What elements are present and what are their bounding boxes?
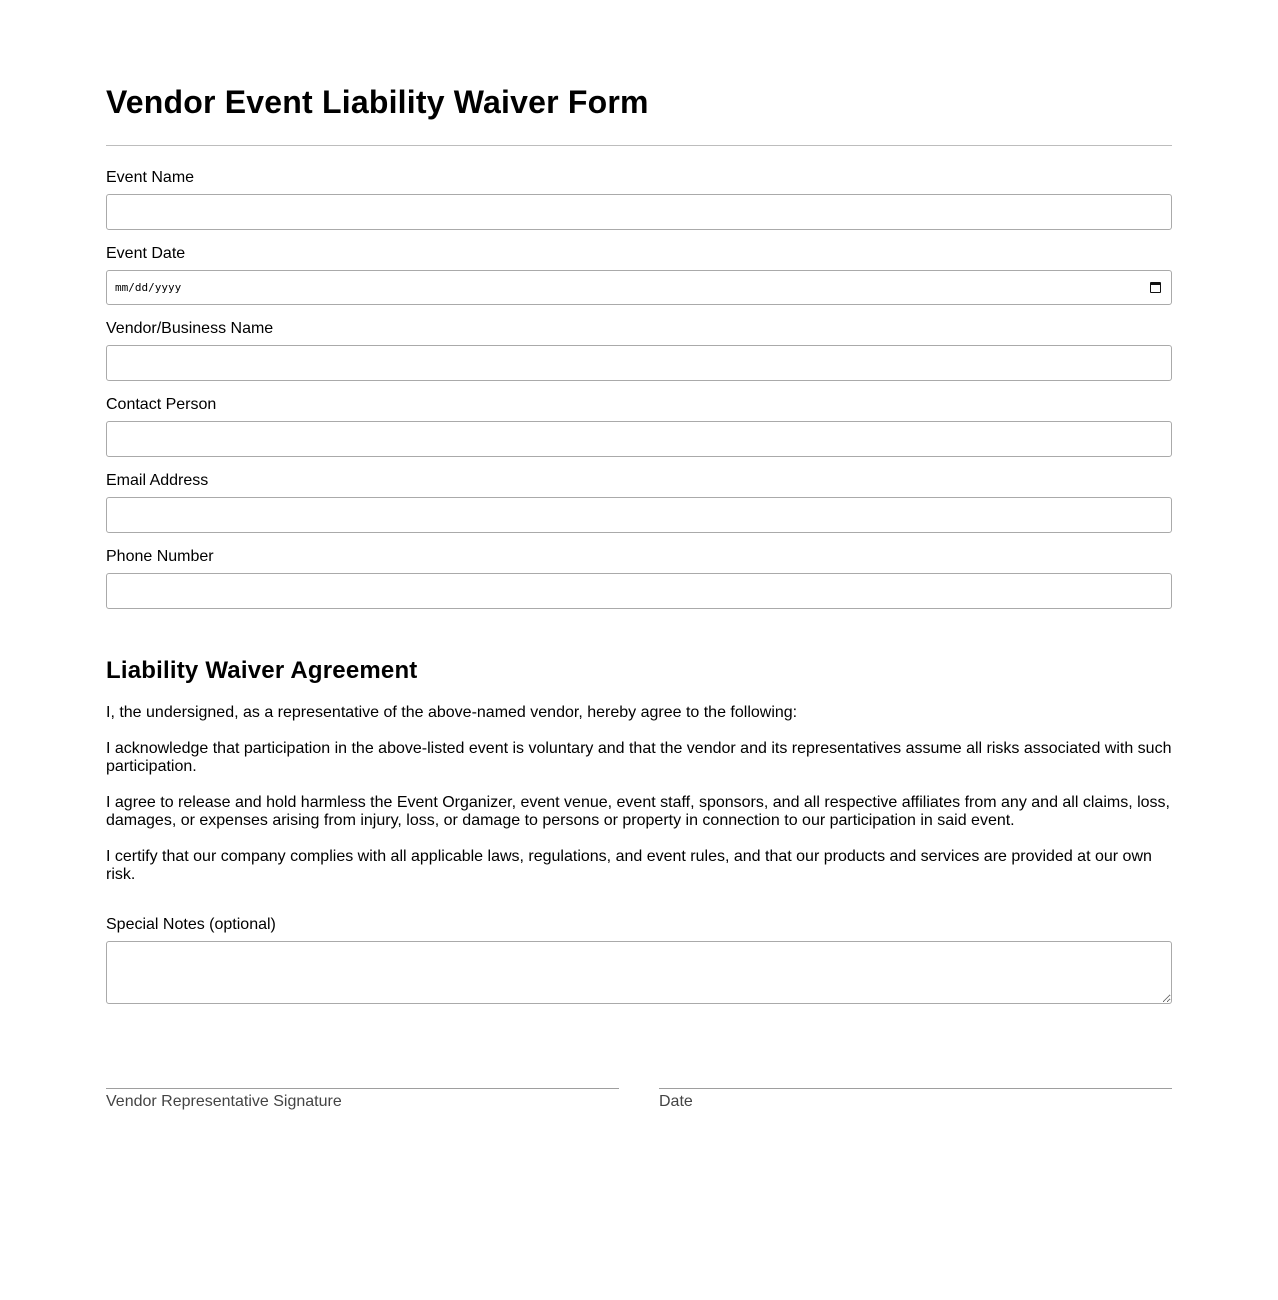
special-notes-textarea[interactable] bbox=[106, 941, 1172, 1004]
vendor-business-name-input[interactable] bbox=[106, 345, 1172, 381]
page-title: Vendor Event Liability Waiver Form bbox=[106, 84, 649, 120]
agreement-intro: I, the undersigned, as a representative of the above-named vendor, hereby agree to the following: bbox=[106, 704, 798, 721]
agreement-clause-risk: I acknowledge that participation in the above-listed event is voluntary and that the vendor and its representatives assume all risks associated with such participation. bbox=[106, 740, 1172, 775]
event-name-label: Event Name bbox=[106, 169, 195, 186]
email-address-input[interactable] bbox=[106, 497, 1172, 533]
signature-date-label: Date bbox=[659, 1093, 693, 1110]
event-date-input[interactable] bbox=[106, 270, 1172, 305]
signature-label: Vendor Representative Signature bbox=[106, 1093, 342, 1110]
vendor-business-name-label: Vendor/Business Name bbox=[106, 320, 274, 337]
agreement-clause-release: I agree to release and hold harmless the Event Organizer, event venue, event staff, sponsors, and all respective affiliates from any and all claims, loss, damages, or expenses arising from injury, loss, or damage to persons or property in connection to our participation in said event. bbox=[106, 794, 1170, 829]
contact-person-input[interactable] bbox=[106, 421, 1172, 457]
special-notes-label: Special Notes (optional) bbox=[106, 916, 276, 933]
event-date-placeholder: mm/dd/yyyy bbox=[115, 281, 182, 294]
signature-line[interactable] bbox=[106, 1088, 619, 1089]
phone-number-label: Phone Number bbox=[106, 548, 214, 565]
signature-date-line[interactable] bbox=[659, 1088, 1172, 1089]
title-divider bbox=[106, 145, 1172, 146]
event-date-label: Event Date bbox=[106, 245, 186, 262]
calendar-icon[interactable] bbox=[1150, 282, 1161, 293]
contact-person-label: Contact Person bbox=[106, 396, 217, 413]
email-address-label: Email Address bbox=[106, 472, 209, 489]
agreement-heading: Liability Waiver Agreement bbox=[106, 657, 418, 684]
agreement-clause-compliance: I certify that our company complies with all applicable laws, regulations, and event rules, and that our products and services are provided at our own risk. bbox=[106, 848, 1152, 883]
event-name-input[interactable] bbox=[106, 194, 1172, 230]
phone-number-input[interactable] bbox=[106, 573, 1172, 609]
